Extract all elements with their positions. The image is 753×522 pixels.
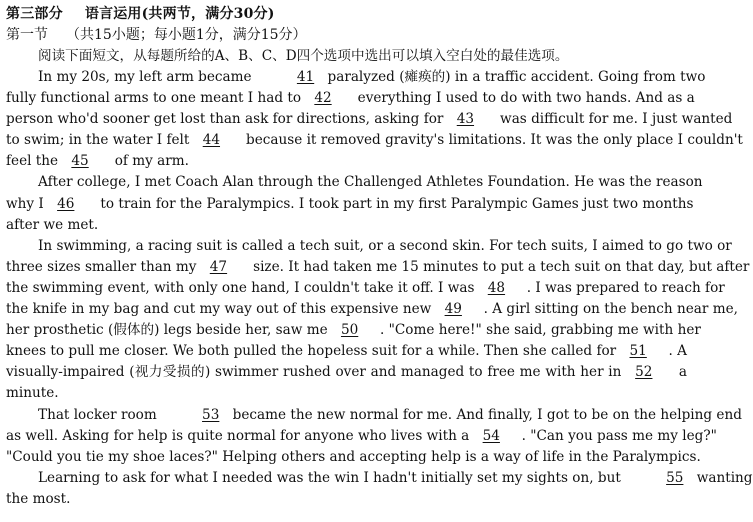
passage-text: feel the [6, 153, 63, 170]
section-heading [6, 25, 687, 46]
blank-49[interactable]: 49 [444, 301, 462, 318]
passage-text: the most. [6, 490, 71, 507]
instruction: 阅读下面短文，从每题所给的A、B、C、D四个选项中选出可以填入空白处的最佳选项。 [38, 48, 569, 64]
blank-41[interactable]: 41 [296, 69, 315, 85]
passage-line [6, 194, 694, 215]
passage-text: to train for the Paralympics. I took part in my first Paralympic Games just two months [96, 195, 694, 212]
part-title: 语言运用(共两节，满分30分) [84, 6, 275, 22]
blank-47[interactable]: 47 [209, 258, 228, 275]
passage-line [6, 67, 706, 88]
passage-line [6, 362, 687, 383]
passage-line [6, 151, 687, 172]
passage-line [6, 426, 717, 447]
passage-text: minute. [6, 385, 59, 402]
passage-line [6, 109, 733, 130]
passage-text: . A [668, 343, 687, 360]
passage-text: became the new normal for me. And finally, I got to be on the helping end [228, 406, 742, 423]
passage-text: her prosthetic (假体的) legs beside her, saw me [6, 322, 332, 339]
part-label: 第三部分 [6, 6, 63, 22]
passage-text: "Could you tie my shoe laces?" Helping others and accepting help is a way of life in the Paralympics. [6, 448, 701, 465]
passage-line [6, 215, 687, 236]
passage-text: . A girl sitting on the bench near me, [483, 301, 738, 318]
passage-text: why I [6, 195, 49, 212]
passage-text: . "Can you pass me my leg?" [521, 427, 717, 444]
blank-43[interactable]: 43 [456, 111, 475, 128]
blank-54[interactable]: 54 [482, 427, 500, 444]
passage-text: fully functional arms to one meant I had to [6, 90, 306, 107]
blank-51[interactable]: 51 [629, 343, 647, 360]
passage-line [6, 88, 695, 109]
passage-text: After college, I met Coach Alan through the Challenged Athletes Foundation. He was the reason [38, 174, 703, 191]
passage-text: . "Come here!" she said, grabbing me with her [379, 322, 701, 339]
passage-line [6, 299, 738, 320]
passage-text: three sizes smaller than my [6, 258, 201, 275]
passage-text: size. It had taken me 15 minutes to put a tech suit on that day, but after [248, 258, 750, 275]
part-heading [6, 3, 687, 25]
passage-text: everything I used to do with two hands. And as a [353, 90, 695, 107]
passage-text: paralyzed (瘫痪的) in a traffic accident. Going from two [323, 69, 706, 85]
blank-42[interactable]: 42 [314, 90, 332, 107]
passage-text: the knife in my bag and cut my way out of this expensive new [6, 301, 436, 318]
passage-text: In swimming, a racing suit is called a tech suit, or a second skin. For tech suits, I aimed to go two or [38, 237, 732, 254]
passage-text: a [674, 364, 687, 381]
blank-46[interactable]: 46 [57, 195, 75, 212]
passage-text: to swim; in the water I felt [6, 132, 194, 149]
passage-line [6, 172, 703, 193]
section-rule: （共15小题；每小题1分，满分15分） [66, 27, 307, 43]
blank-50[interactable]: 50 [340, 322, 359, 339]
passage-text: Learning to ask for what I needed was the win I hadn't initially set my sights on, but [38, 469, 626, 486]
blank-44[interactable]: 44 [202, 132, 221, 149]
passage-line [6, 447, 701, 468]
passage-text: . I was prepared to reach for [526, 279, 725, 296]
passage-text: That locker room [38, 406, 162, 423]
passage-line [6, 320, 701, 341]
passage-text: of my arm. [110, 153, 189, 170]
passage-text: after we met. [6, 216, 99, 233]
blank-53[interactable]: 53 [202, 406, 220, 423]
passage-text: In my 20s, my left arm became [38, 69, 256, 85]
section-label: 第一节 [6, 27, 48, 43]
cloze-passage [6, 67, 753, 510]
passage-text: because it removed gravity's limitations. It was the only place I couldn't [241, 132, 743, 149]
blank-45[interactable]: 45 [71, 153, 89, 170]
passage-line [6, 236, 732, 257]
passage-text: the swimming event, with only one hand, I couldn't take it off. I was [6, 279, 479, 296]
passage-line [6, 468, 753, 489]
passage-line [6, 130, 743, 151]
passage-text: was difficult for me. I just wanted [495, 111, 733, 128]
passage-line [6, 489, 687, 510]
passage-line [6, 405, 742, 426]
blank-48[interactable]: 48 [487, 279, 506, 296]
passage-line [6, 341, 687, 362]
blank-52[interactable]: 52 [635, 364, 653, 381]
passage-line [6, 257, 750, 278]
passage-line [6, 278, 725, 299]
passage-text: person who'd sooner get lost than ask for directions, asking for [6, 111, 448, 128]
blank-55[interactable]: 55 [666, 469, 684, 486]
passage-text: as well. Asking for help is quite normal for anyone who lives with a [6, 427, 474, 444]
passage-text: visually-impaired (视力受损的) swimmer rushed over and managed to free me with her in [6, 364, 627, 381]
passage-line [6, 383, 687, 404]
passage-text: wanting [692, 469, 753, 486]
passage-text: knees to pull me closer. We both pulled the hopeless suit for a while. Then she called for [6, 343, 621, 360]
